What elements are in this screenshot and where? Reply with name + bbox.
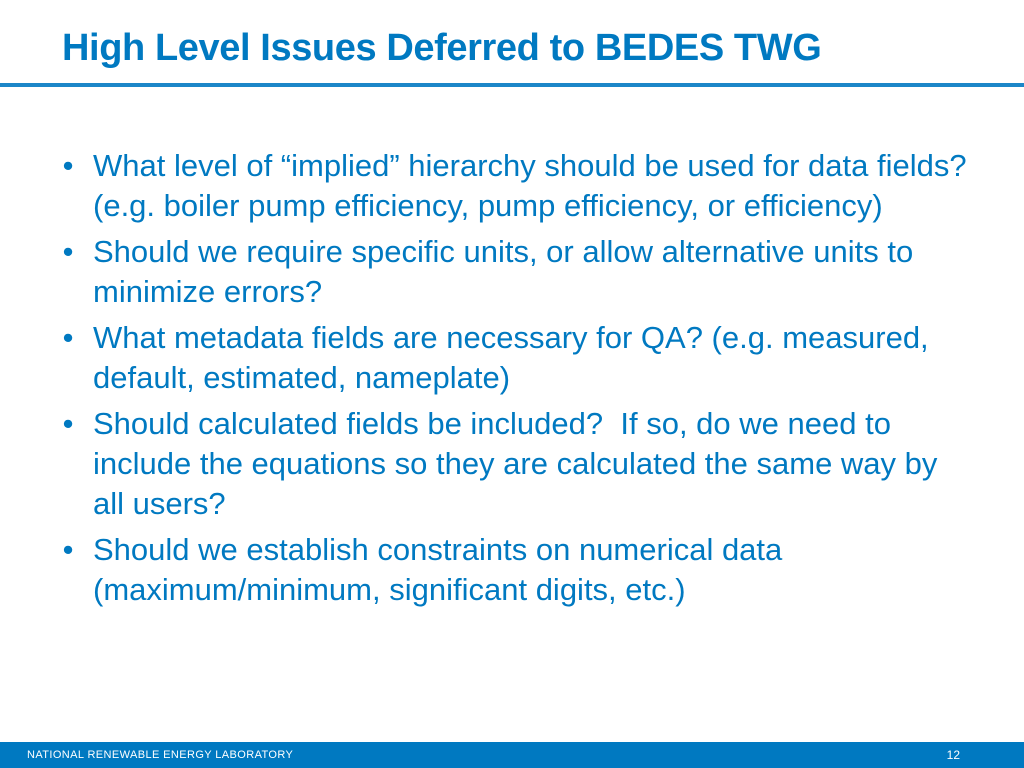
bullet-item xyxy=(56,146,984,226)
title-divider xyxy=(0,83,1024,87)
bullet-text: What metadata fields are necessary for QA? (e.g. measured, default, estimated, nameplate) xyxy=(93,320,938,395)
bullet-icon: • xyxy=(62,532,74,567)
bullet-text: What level of “implied” hierarchy should be used for data fields? (e.g. boiler pump efficiency, pump efficiency, or efficiency) xyxy=(93,148,984,223)
bullet-text: Should we require specific units, or allow alternative units to minimize errors? xyxy=(93,234,922,309)
bullet-item xyxy=(56,404,976,524)
slide-title: High Level Issues Deferred to BEDES TWG xyxy=(62,27,822,69)
bullet-icon: • xyxy=(62,234,74,269)
bullet-item xyxy=(56,232,976,312)
footer-organization: NATIONAL RENEWABLE ENERGY LABORATORY xyxy=(27,749,294,761)
page-number: 12 xyxy=(946,748,960,762)
bullet-icon: • xyxy=(62,320,74,355)
bullet-item xyxy=(56,318,976,398)
bullet-list xyxy=(56,146,984,616)
footer-bar xyxy=(0,742,1024,768)
bullet-icon: • xyxy=(62,148,74,183)
bullet-item xyxy=(56,530,976,610)
bullet-text: Should calculated fields be included? If so, do we need to include the equations so they are calculated the same way by all users? xyxy=(93,406,947,521)
bullet-icon: • xyxy=(62,406,74,441)
bullet-text: Should we establish constraints on numerical data (maximum/minimum, significant digits, etc.) xyxy=(93,532,791,607)
